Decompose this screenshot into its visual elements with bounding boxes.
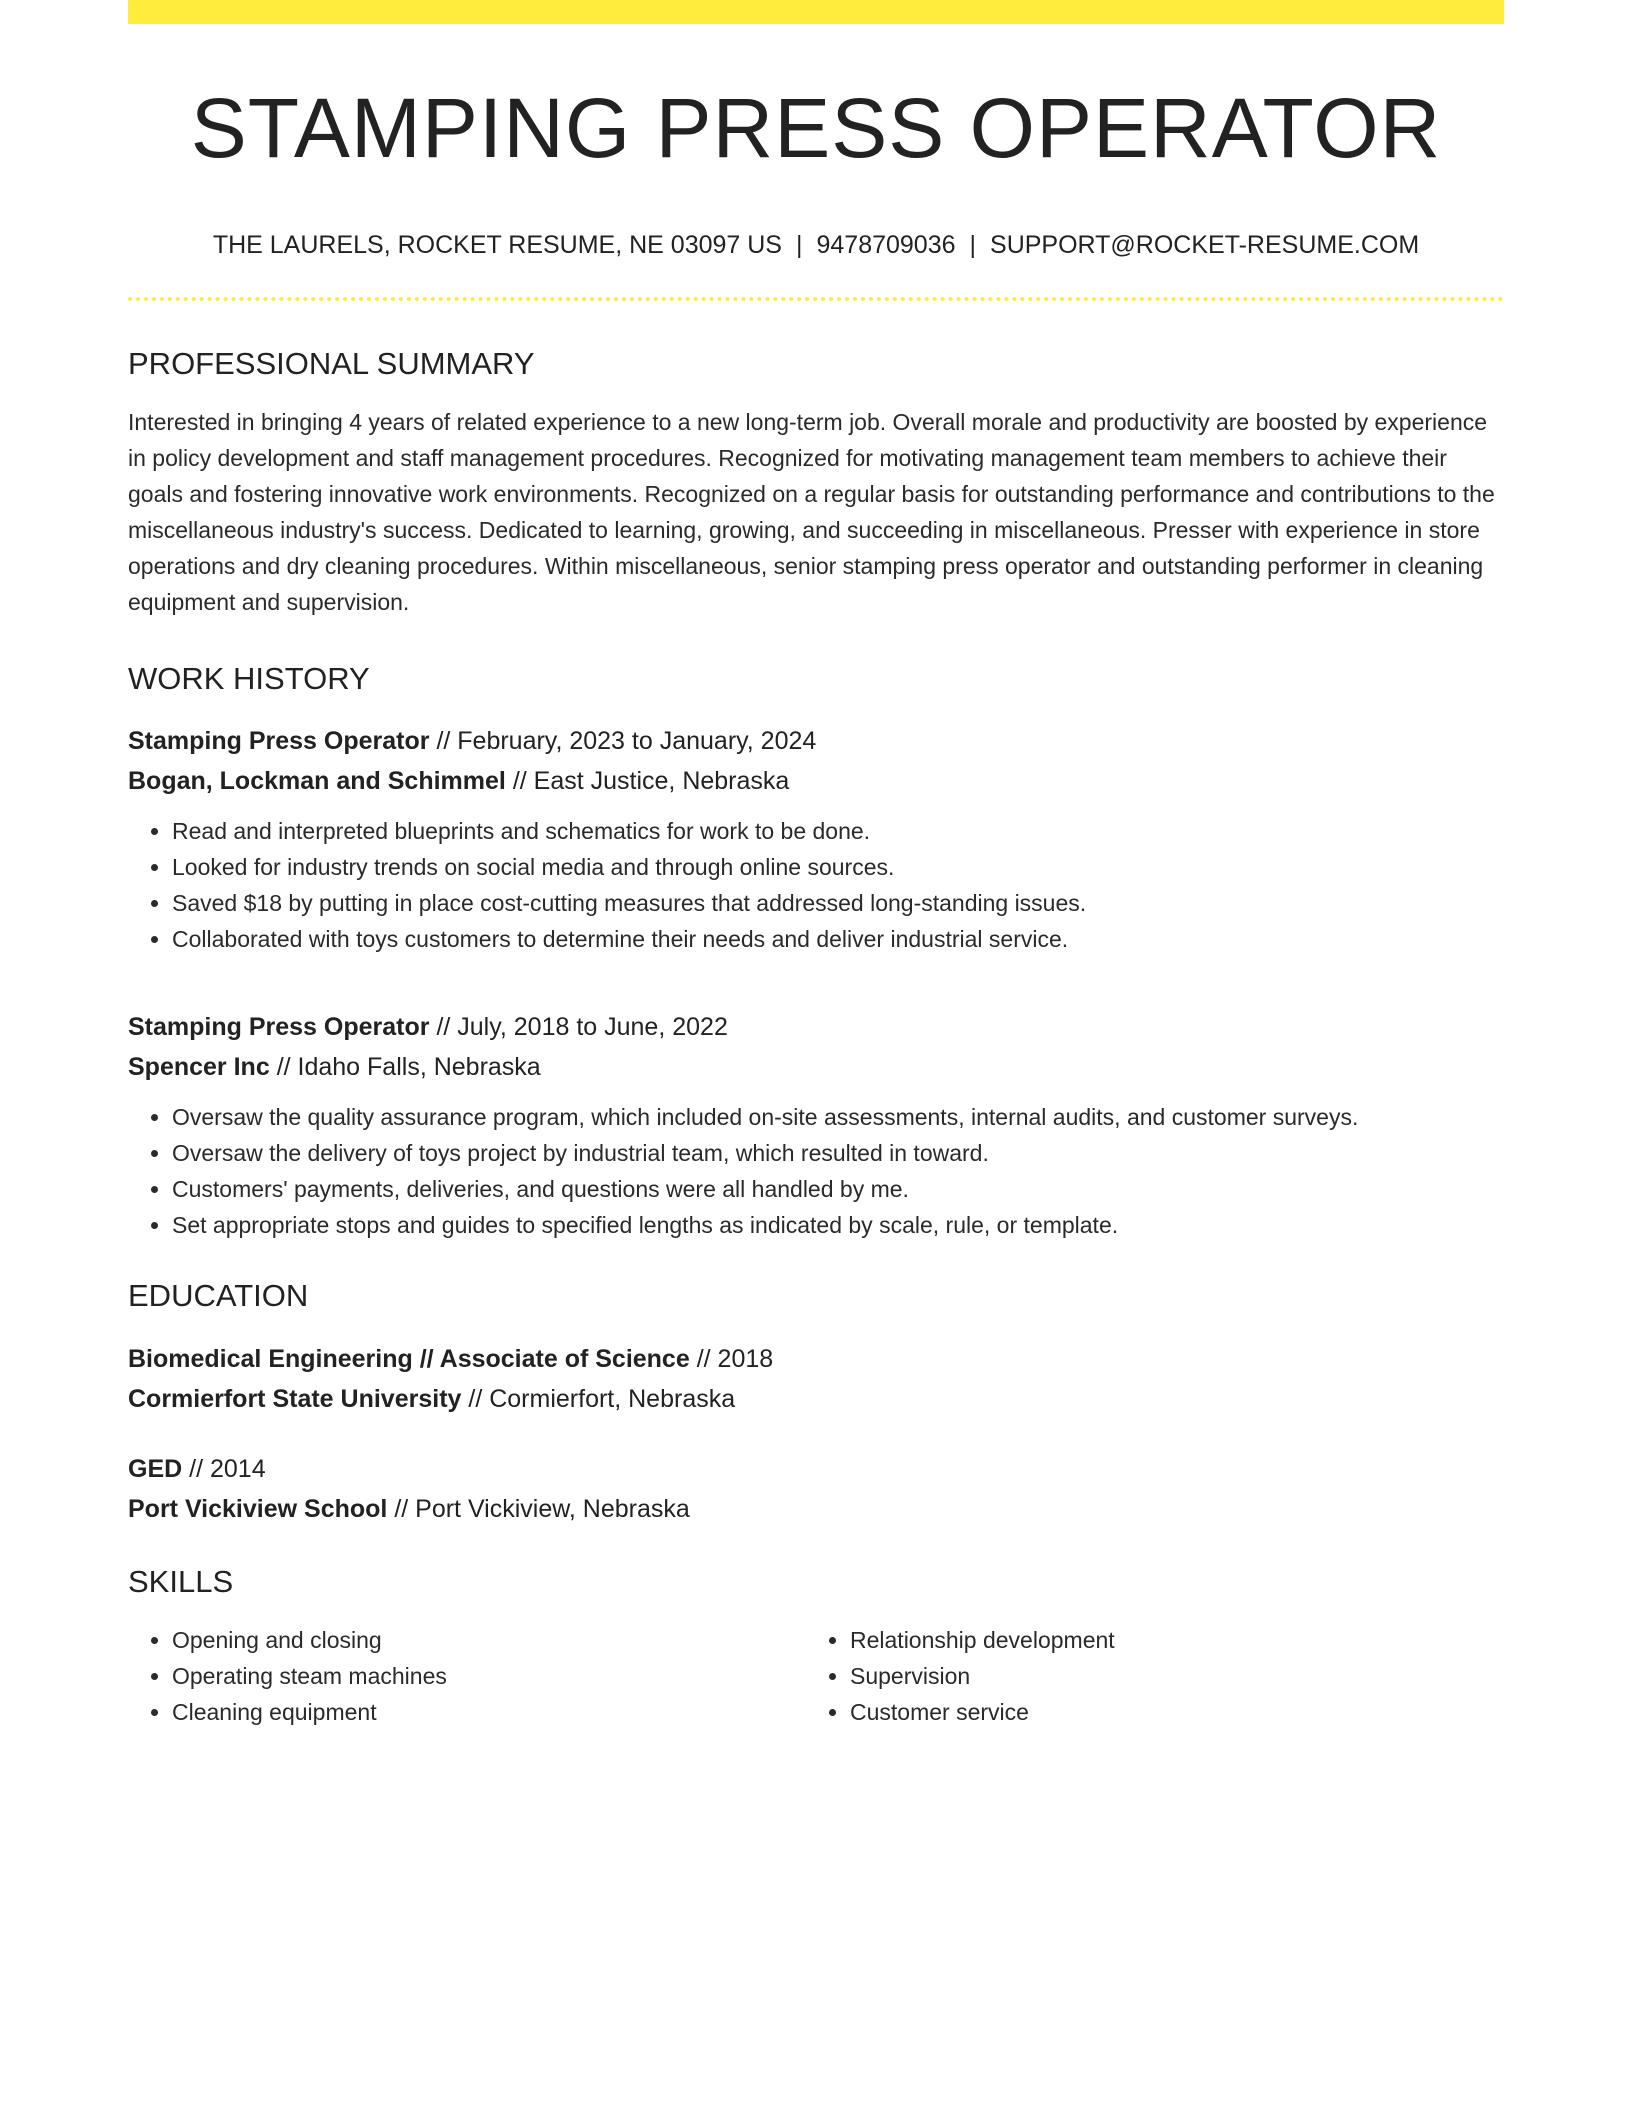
job-company-line [128, 1047, 1504, 1087]
contact-separator: | [795, 231, 803, 259]
education-location: // Cormierfort, Nebraska [468, 1384, 736, 1413]
work-history-heading: WORK HISTORY [128, 661, 370, 697]
job-company: Spencer Inc [128, 1053, 270, 1082]
contact-address: THE LAURELS, ROCKET RESUME, NE 03097 US [212, 231, 782, 259]
job-company-line [128, 761, 1504, 801]
education-school: Port Vickiview School [128, 1494, 388, 1523]
skills-column-left [128, 1622, 806, 1730]
resume-page [128, 0, 1504, 1730]
skills-column-right [806, 1622, 1484, 1730]
contact-separator: | [969, 231, 977, 259]
job-dates: // February, 2023 to January, 2024 [436, 727, 817, 756]
summary-text: Interested in bringing 4 years of related experience to a new long-term job. Overall morale and productivity are boosted by experience in policy development and staff management procedures. Recognized for motivating management team members to achieve their goals and fostering innovative work environments. Recognized on a regular basis for outstanding performance and contributions to the miscellaneous industry's success. Dedicated to learning, growing, and succeeding in miscellaneous. Presser with experience in store operations and dry cleaning procedures. Within miscellaneous, senior stamping press operator and outstanding performer in cleaning equipment and supervision. [128, 409, 1495, 616]
education-year: // 2018 [696, 1344, 774, 1373]
education-entry [128, 1449, 1504, 1529]
education-year: // 2014 [189, 1454, 266, 1483]
list-item: • Customer service [850, 1694, 1484, 1730]
job-title-line [128, 1007, 1504, 1047]
contact-line [128, 230, 1504, 260]
job-entry [128, 1007, 1504, 1243]
education-location: // Port Vickiview, Nebraska [394, 1494, 690, 1523]
summary-heading: PROFESSIONAL SUMMARY [128, 346, 535, 381]
list-item: • Cleaning equipment [172, 1694, 806, 1730]
education-degree: Biomedical Engineering // Associate of Science [128, 1344, 690, 1373]
education-school-line [128, 1489, 1504, 1529]
job-company: Bogan, Lockman and Schimmel [128, 767, 506, 796]
job-title-line [128, 721, 1504, 761]
education-degree: GED [128, 1454, 183, 1483]
job-entry [128, 721, 1504, 957]
contact-phone: 9478709036 [816, 231, 956, 259]
page-title: STAMPING PRESS OPERATOR [190, 81, 1442, 175]
list-item: • Read and interpreted blueprints and schematics for work to be done. [172, 813, 1504, 849]
accent-bar [128, 0, 1504, 24]
skills-heading: SKILLS [128, 1563, 234, 1599]
education-degree-line [128, 1449, 1504, 1489]
list-item: • Collaborated with toys customers to determine their needs and deliver industrial service. [172, 921, 1504, 957]
skills-list [128, 1622, 1504, 1730]
header-divider [128, 297, 1504, 301]
list-item: • Operating steam machines [172, 1658, 806, 1694]
education-degree-line [128, 1339, 1504, 1379]
list-item: • Looked for industry trends on social media and through online sources. [172, 849, 1504, 885]
education-school-line [128, 1379, 1504, 1419]
education-school: Cormierfort State University [128, 1384, 462, 1413]
job-location: // Idaho Falls, Nebraska [276, 1053, 541, 1082]
job-dates: // July, 2018 to June, 2022 [436, 1013, 728, 1042]
job-bullets [128, 1099, 1504, 1243]
list-item: • Saved $18 by putting in place cost-cutting measures that addressed long-standing issues. [172, 885, 1504, 921]
education-heading: EDUCATION [128, 1278, 309, 1314]
list-item: • Customers' payments, deliveries, and questions were all handled by me. [172, 1171, 1504, 1207]
job-role: Stamping Press Operator [128, 727, 430, 756]
list-item: • Oversaw the quality assurance program, which included on-site assessments, internal audits, and customer surveys. [172, 1099, 1504, 1135]
list-item: • Opening and closing [172, 1622, 806, 1658]
job-location: // East Justice, Nebraska [512, 767, 790, 796]
list-item: • Set appropriate stops and guides to specified lengths as indicated by scale, rule, or template. [172, 1207, 1504, 1243]
contact-email: SUPPORT@ROCKET-RESUME.COM [990, 231, 1420, 259]
job-role: Stamping Press Operator [128, 1013, 430, 1042]
list-item: • Supervision [850, 1658, 1484, 1694]
list-item: • Oversaw the delivery of toys project by industrial team, which resulted in toward. [172, 1135, 1504, 1171]
list-item: • Relationship development [850, 1622, 1484, 1658]
education-entry [128, 1339, 1504, 1419]
job-bullets [128, 813, 1504, 957]
